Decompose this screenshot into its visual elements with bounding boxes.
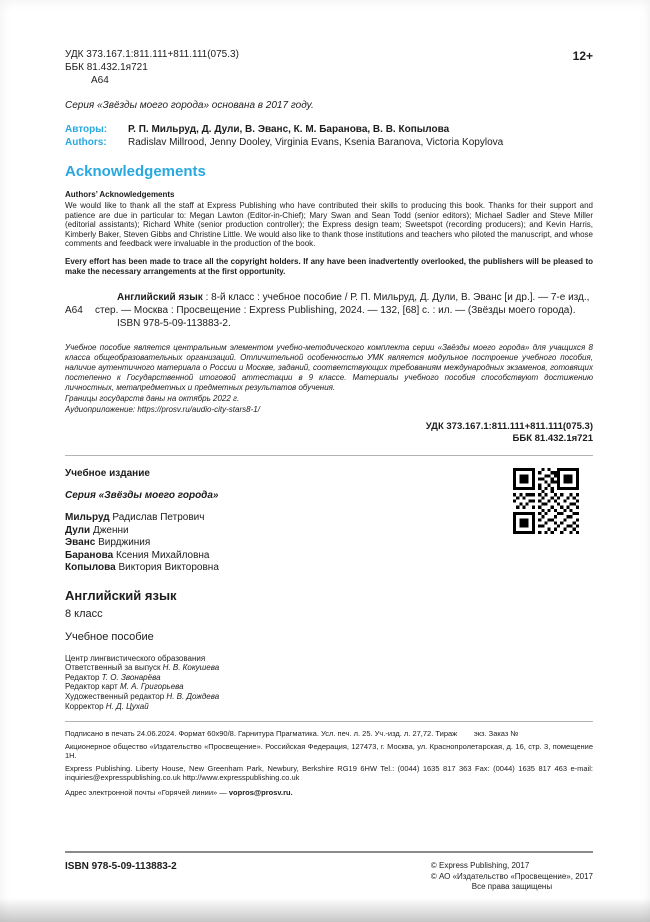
catalog-entry [95,291,593,317]
staff-role: Ответственный за выпуск [65,663,161,673]
age-rating-badge: 12+ [572,49,593,63]
catalog-book-title: Английский язык [117,292,203,304]
rights-reserved: Все права защищены [471,882,553,891]
authors-en-row [65,136,593,149]
qr-code [513,468,579,534]
author-surname: Копылова [65,562,116,574]
copyright-holders-note: Every effort has been made to trace all the copyright holders. If any have been inadvertently overlooked, the publishers will be pleased to make the necessary arrangements at the first opportunity. [65,256,593,276]
copyright-express: © Express Publishing, 2017 [430,861,530,870]
staff-role: Художественный редактор [65,692,165,702]
bbk-code-bottom: ББК 81.432.1я721 [512,433,593,445]
author-name [65,550,593,563]
hotline-email: vopros@prosv.ru. [228,788,293,798]
catalog-index-top: А64 [91,75,109,86]
staff-person-name: Н. В. Кокушева [162,663,220,673]
divider-imprint [65,721,593,722]
annotation-text: Учебное пособие является центральным элементом учебно-методического комплекта серии «Звёзды моего города» для учащихся 8 класса общеобразовательных организаций. Отличительной особенностью УМК является модульное построение учебного пособия, наличие аутентичного материала о России и Москве, заданий, соответствующих требованиям международных экзаменов, готовящих постепенно к Государственной итоговой аттестации в 9 классе. Материалы учебного пособия способствуют достижению личностных, метапредметных и предметных результатов обучения. [65,343,593,393]
center-name: Центр лингвистического образования [65,653,206,663]
author-surname: Дули [65,524,91,536]
hotline-line [65,788,593,797]
staff-credit [65,692,593,702]
author-given-name: Виктория Викторовна [118,562,219,574]
staff-person-name: Н. В. Дождева [166,692,220,702]
hotline-prefix: Адрес электронной почты «Горячей линии» — [65,788,227,798]
publisher-address-en: Express Publishing. Liberty House, New Greenham Park, Newbury, Berkshire RG19 6HW Tel.: (0044) 1635 817 363 Fax: (0044) 1635 817 463 e-mail: inquiries@expresspublishing.co.uk http://www.expresspublishing.co.uk [65,764,593,783]
author-surname: Мильруд [65,512,110,524]
header-codes-block [65,48,593,87]
acknowledgements-heading: Acknowledgements [65,163,206,180]
edition-type-heading: Учебное издание [65,468,150,480]
staff-role: Корректор [65,701,104,711]
imprint-block [65,729,593,797]
authors-ru-names: Р. П. Мильруд, Д. Дули, В. Эванс, К. М. Баранова, В. В. Копылова [128,124,450,135]
author-given-name: Радислав Петрович [112,512,205,524]
page-edge-shadow [0,898,650,922]
series-title: Серия «Звёзды моего города» [65,490,219,502]
copyright-prosveshchenie: © АО «Издательство «Просвещение», 2017 [430,871,593,881]
catalog-card [65,291,593,330]
authors-en-label: Authors: [65,137,107,148]
classification-codes-bottom [65,421,593,445]
authors-block [65,123,593,149]
authors-ru-row [65,123,593,136]
author-surname: Эванс [65,537,96,549]
author-given-name: Дженни [92,524,129,536]
staff-person-name: Н. Д. Цухай [105,701,149,711]
acknowledgements-text: We would like to thank all the staff at Express Publishing who have contributed their skills to producing this book. Thanks for their support and patience are due in particular to: Megan Lawton (Editor-in-Chief); Mary Swan and Sean Todd (senior editors); Michael Sadler and Steve Miller (editorial assistants); Richard White (senior production controller); the Express design team; Sweetspot (recording producers); and Kevin Harris, Kimberly Baker, Steven Gibbs and Christine Little. We would also like to thank those institutions and teachers who piloted the manuscript, and whose comments and feedback were invaluable in the production of the book. [65,201,593,249]
staff-person-name: М. А. Григорьева [119,682,184,692]
series-founded-note: Серия «Звёзды моего города» основана в 2017 году. [65,100,314,111]
staff-credit [65,673,593,683]
staff-role: Редактор [65,672,100,682]
authors-en-names: Radislav Millrood, Jenny Dooley, Virginia Evans, Ksenia Baranova, Victoria Kopylova [128,137,504,148]
author-given-name: Вирджиния [98,537,151,549]
print-info: Подписано в печать 24.06.2024. Формат 60х90/8. Гарнитура Прагматика. Усл. печ. л. 25. Уч.-изд. л. 27,72. Тираж экз. Заказ № [65,729,519,739]
staff-role: Редактор карт [65,682,118,692]
publisher-address-ru: Акционерное общество «Издательство «Просвещение». Российская Федерация, 127473, г. Москва, ул. Краснопролетарская, д. 16, стр. 3, помещение 1Н. [65,742,593,761]
edition-block [65,468,593,711]
isbn-footer: ISBN 978-5-09-113883-2 [65,861,177,872]
footer-row [65,861,593,893]
grade-label: 8 класс [65,607,103,620]
staff-credit [65,663,593,673]
author-name [65,537,593,550]
staff-credits-block [65,654,593,712]
author-name [65,562,593,575]
staff-person-name: Т. О. Звонарёва [101,672,161,682]
footer-divider [65,851,593,853]
audio-app-link: Аудиоприложение: https://prosv.ru/audio-city-stars8-1/ [65,405,260,415]
catalog-isbn: ISBN 978-5-09-113883-2. [117,318,231,330]
catalog-description: : 8-й класс : учебное пособие / Р. П. Мильруд, Д. Дули, В. Эванс [и др.]. — 7-е изд., стер. — Москва : Просвещение : Express Publishing, 2024. — 132, [68] с. : ил. — (Звёзды моего города). [95,292,590,317]
book-title: Английский язык [65,587,177,603]
borders-note: Границы государств даны на октябрь 2022 г. [65,394,240,404]
bbk-code: ББК 81.432.1я721 [65,62,148,73]
book-type-label: Учебное пособие [65,630,154,643]
udk-code: УДК 373.167.1:811.111+811.111(075.3) [65,49,239,60]
udk-code-bottom: УДК 373.167.1:811.111+811.111(075.3) [425,421,593,433]
authors-ru-label: Авторы: [65,124,108,135]
copyright-block [431,861,593,893]
footer-block [65,851,593,893]
staff-credit [65,682,593,692]
staff-credit [65,702,593,712]
catalog-index: А64 [65,305,83,317]
annotation-block [65,343,593,415]
author-given-name: Ксения Михайловна [115,549,210,561]
divider-top [65,455,593,456]
authors-acknowledgements-subheading: Authors’ Acknowledgements [65,190,175,199]
author-surname: Баранова [65,549,114,561]
classification-codes [65,48,239,87]
